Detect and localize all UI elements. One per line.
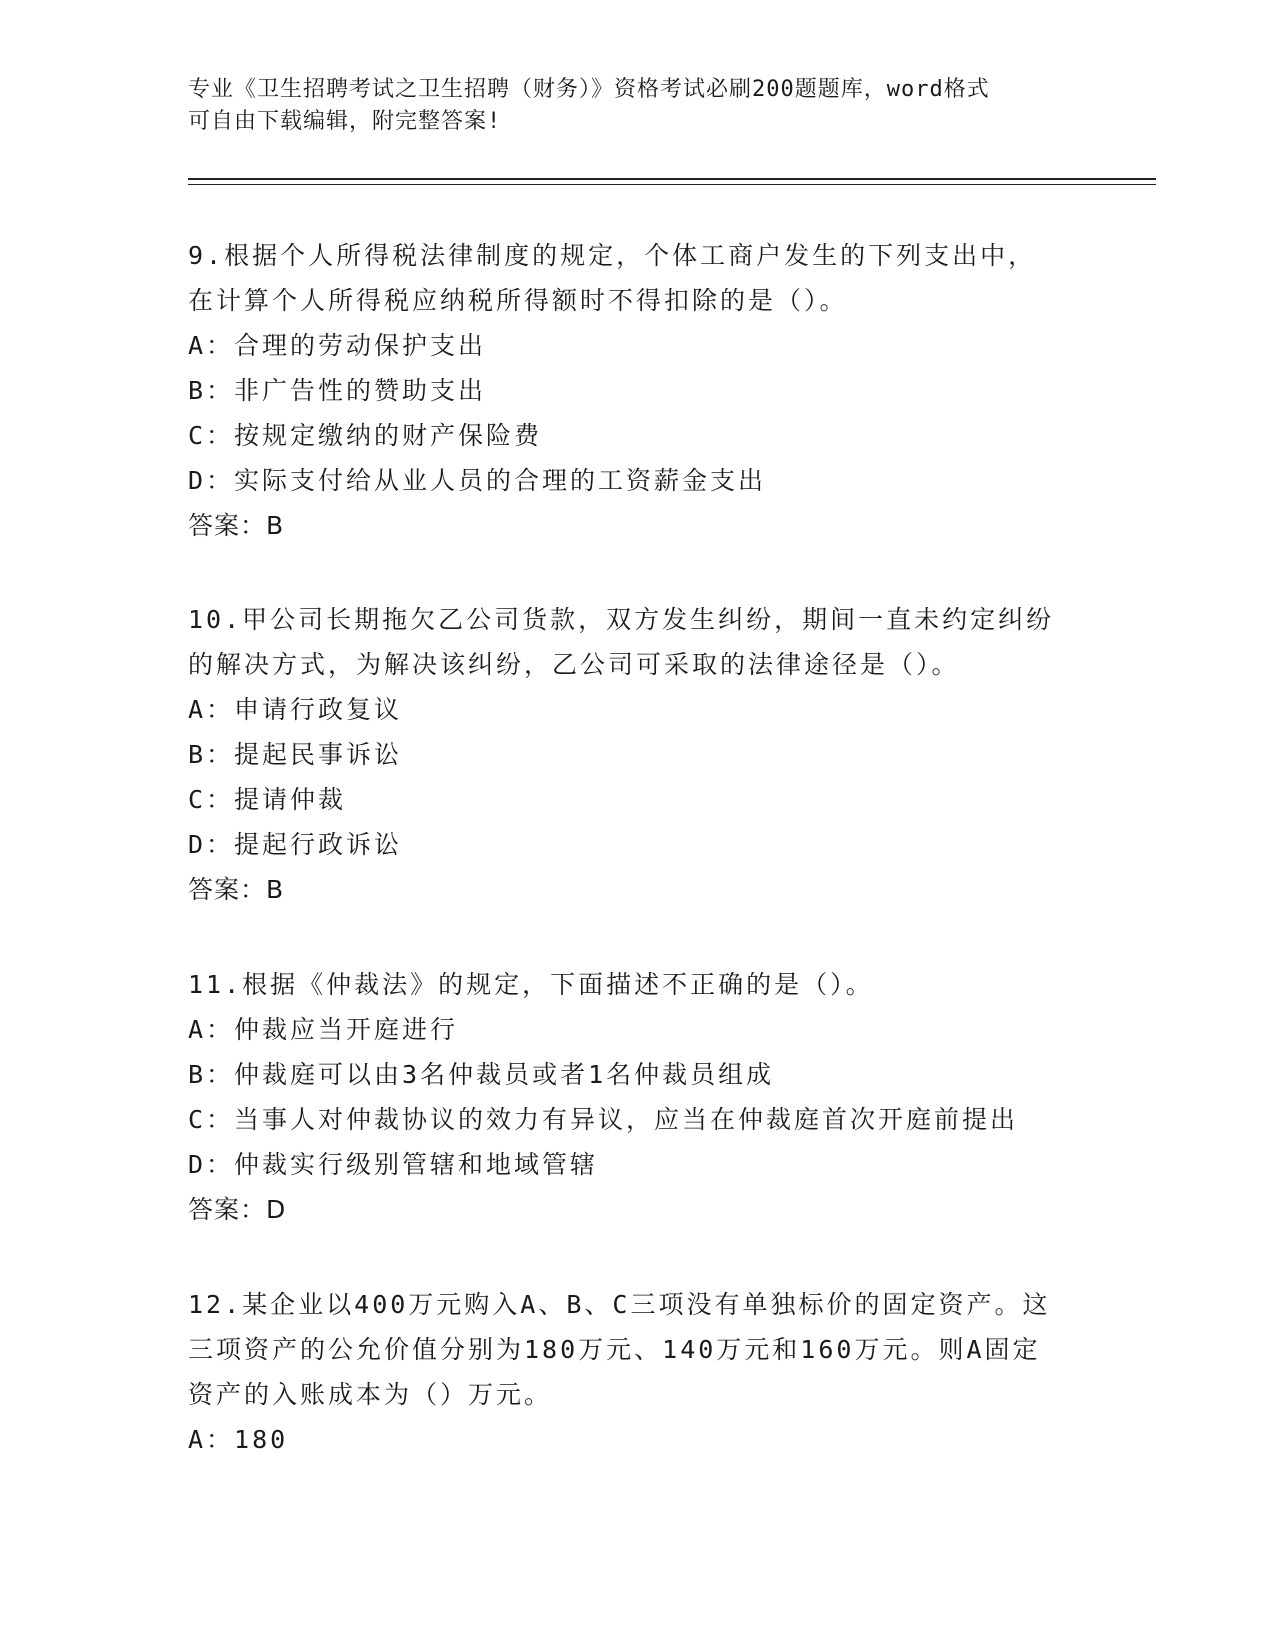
option-b: B：提起民事诉讼: [188, 740, 403, 769]
question-stem-line: 11.根据《仲裁法》的规定，下面描述不正确的是（）。: [188, 970, 874, 999]
question-stem-line: 的解决方式，为解决该纠纷，乙公司可采取的法律途径是（）。: [188, 650, 960, 679]
question-9: [188, 233, 1088, 548]
header-line-1: 专业《卫生招聘考试之卫生招聘（财务）》资格考试必刷200题题库，word格式: [188, 77, 990, 102]
option-a: A：仲裁应当开庭进行: [188, 1015, 459, 1044]
option-c: C：当事人对仲裁协议的效力有异议，应当在仲裁庭首次开庭前提出: [188, 1105, 1019, 1134]
answer: 答案：B: [188, 511, 285, 540]
question-stem-line: 三项资产的公允价值分别为180万元、140万元和160万元。则A固定: [188, 1335, 1041, 1364]
question-11: [188, 962, 1088, 1232]
question-stem-line: 10.甲公司长期拖欠乙公司货款，双方发生纠纷，期间一直未约定纠纷: [188, 605, 1055, 634]
option-d: D：实际支付给从业人员的合理的工资薪金支出: [188, 466, 767, 495]
answer: 答案：D: [188, 1195, 287, 1224]
question-12: [188, 1282, 1088, 1462]
header-line-2: 可自由下载编辑，附完整答案!: [188, 109, 502, 134]
option-b: B：非广告性的赞助支出: [188, 376, 487, 405]
answer: 答案：B: [188, 875, 285, 904]
option-c: C：按规定缴纳的财产保险费: [188, 421, 543, 450]
question-stem-line: 12.某企业以400万元购入A、B、C三项没有单独标价的固定资产。这: [188, 1290, 1051, 1319]
option-c: C：提请仲裁: [188, 785, 347, 814]
header-divider-top: [188, 178, 1156, 180]
question-stem-line: 9.根据个人所得税法律制度的规定，个体工商户发生的下列支出中，: [188, 241, 1037, 270]
option-a: A：合理的劳动保护支出: [188, 331, 487, 360]
option-d: D：仲裁实行级别管辖和地域管辖: [188, 1150, 599, 1179]
question-stem-line: 在计算个人所得税应纳税所得额时不得扣除的是（）。: [188, 286, 848, 315]
document-header: [188, 74, 1088, 138]
question-stem-line: 资产的入账成本为（）万元。: [188, 1380, 553, 1409]
header-divider-bottom: [188, 184, 1156, 185]
question-10: [188, 597, 1088, 912]
option-b: B：仲裁庭可以由3名仲裁员或者1名仲裁员组成: [188, 1060, 775, 1089]
option-d: D：提起行政诉讼: [188, 830, 403, 859]
option-a: A：180: [188, 1425, 289, 1454]
option-a: A：申请行政复议: [188, 695, 403, 724]
